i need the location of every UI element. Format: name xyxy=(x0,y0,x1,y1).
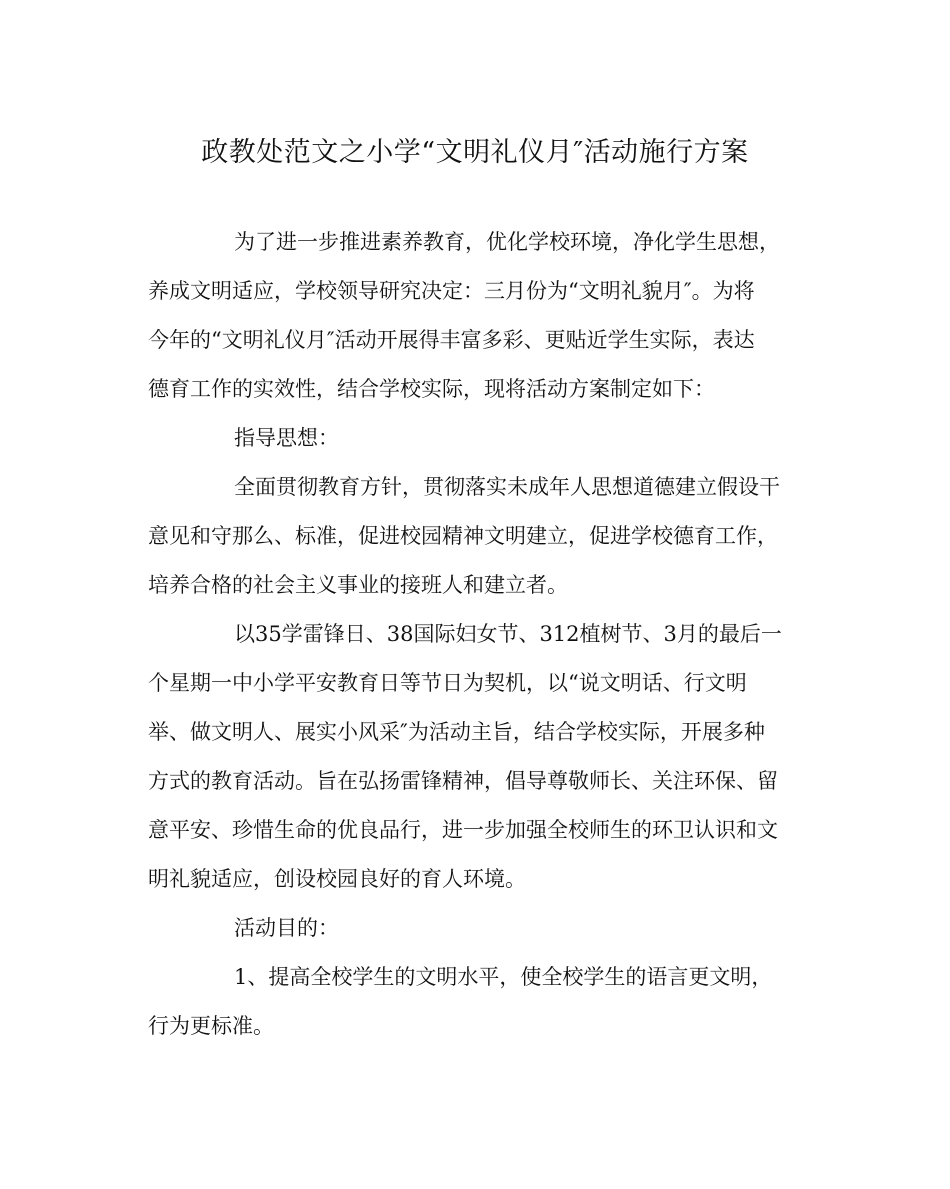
paragraph-line: 个星期一中小学平安教育日等节日为契机，以“说文明话、行文明 xyxy=(148,671,747,695)
paragraph-line: 意平安、珍惜生命的优良品行，进一步加强全校师生的环卫认识和文 xyxy=(148,818,778,842)
paragraph-line: 意见和守那么、标准，促进校园精神文明建立，促进学校德育工作， xyxy=(148,524,778,548)
document-title: 政教处范文之小学“文明礼仪月″活动施行方案 xyxy=(201,137,749,168)
paragraph-line: 举、做文明人、展实小风采″为活动主旨，结合学校实际，开展多种 xyxy=(148,720,765,744)
paragraph-line: 明礼貌适应，创设校园良好的育人环境。 xyxy=(148,867,526,891)
paragraph-line: 德育工作的实效性，结合学校实际，现将活动方案制定如下： xyxy=(148,377,715,401)
paragraph-first-line: 全面贯彻教育方针，贯彻落实未成年人思想道德建立假设干 xyxy=(234,475,780,499)
paragraph-first-line: 以35学雷锋日、38国际妇女节、312植树节、3月的最后一 xyxy=(234,622,782,646)
paragraph-line: 方式的教育活动。旨在弘扬雷锋精神，倡导尊敬师长、关注环保、留 xyxy=(148,769,778,793)
paragraph-line: 养成文明适应，学校领导研究决定：三月份为“文明礼貌月″。为将 xyxy=(148,279,755,303)
document-body xyxy=(148,218,804,1051)
paragraph-first-line: 活动目的： xyxy=(234,916,339,940)
paragraph-line: 行为更标准。 xyxy=(148,1014,274,1038)
paragraph-first-line: 1、提高全校学生的文明水平，使全校学生的语言更文明， xyxy=(234,965,773,989)
paragraph-line: 今年的“文明礼仪月″活动开展得丰富多彩、更贴近学生实际，表达 xyxy=(148,328,755,352)
paragraph-line: 培养合格的社会主义事业的接班人和建立者。 xyxy=(148,573,568,597)
paragraph-first-line: 为了进一步推进素养教育，优化学校环境，净化学生思想， xyxy=(234,230,780,254)
paragraph-first-line: 指导思想： xyxy=(234,426,339,450)
